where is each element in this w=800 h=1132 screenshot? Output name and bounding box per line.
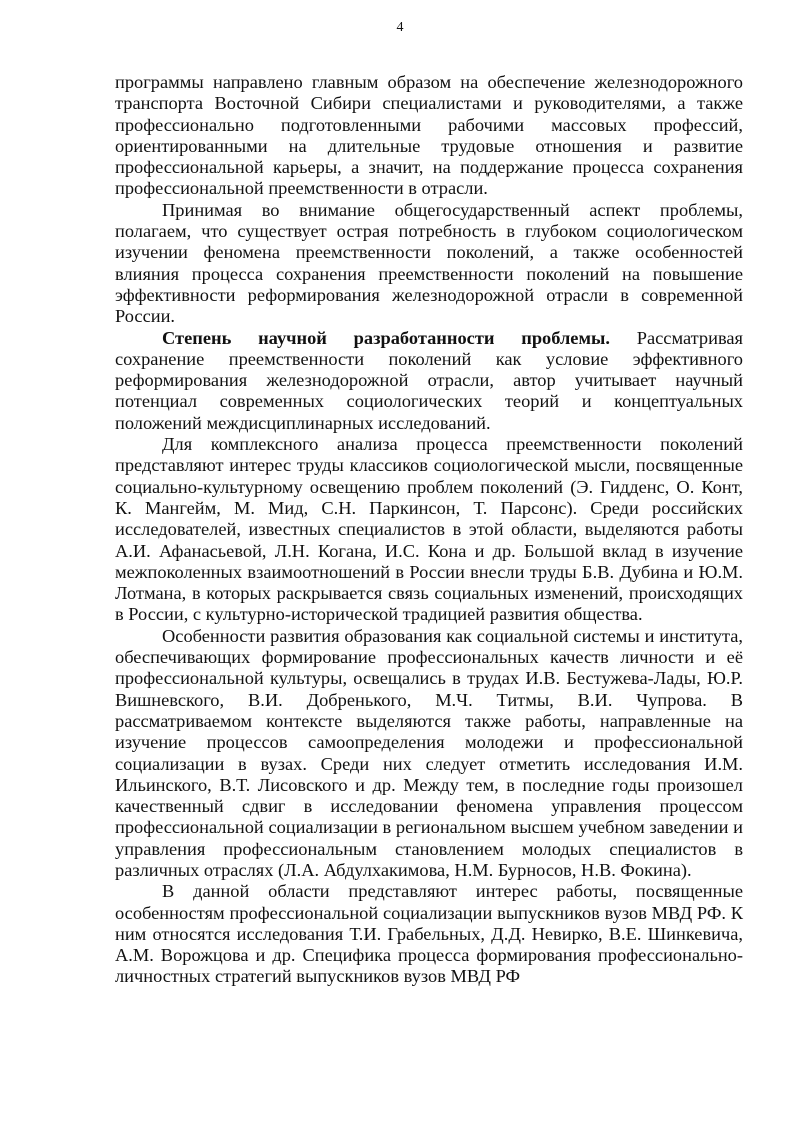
page-number: 4 xyxy=(396,20,404,35)
section-heading: Степень научной разработанности проблемы. xyxy=(162,327,610,348)
paragraph-with-heading xyxy=(115,328,743,434)
body-text xyxy=(115,72,743,988)
paragraph: Принимая во внимание общегосударственный аспект проблемы, полагаем, что существует острая потребность в глубоком социологическом изучении феномена преемственности поколений, а также особенностей влияния процесса сохранения преемственности поколений на повышение эффективности реформирования железнодорожной отрасли в современной России. xyxy=(115,199,743,327)
paragraph: Особенности развития образования как социальной системы и института, обеспечивающих формирование профессиональных качеств личности и её профессиональной культуры, освещались в трудах И.В. Бестужева-Лады, Ю.Р. Вишневского, В.И. Добренького, М.Ч. Титмы, В.И. Чупрова. В рассматриваемом контексте выделяются также работы, направленные на изучение процессов самоопределения молодежи и профессиональной социализации в вузах. Среди них следует отметить исследования И.М. Ильинского, В.Т. Лисовского и др. Между тем, в последние годы произошел качественный сдвиг в исследовании феномена управления процессом профессиональной социализации в региональном высшем учебном заведении и управления профессиональным становлением молодых специалистов в различных отраслях (Л.А. Абдулхакимова, Н.М. Бурносов, Н.В. Фокина). xyxy=(115,625,743,880)
paragraph: Для комплексного анализа процесса преемственности поколений представляют интерес труды классиков социологической мысли, посвященные социально-культурному освещению проблем поколений (Э. Гидденс, О. Конт, К. Мангейм, М. Мид, С.Н. Паркинсон, Т. Парсонс). Среди российских исследователей, известных специалистов в этой области, выделяются работы А.И. Афанасьевой, Л.Н. Когана, И.С. Кона и др. Большой вклад в изучение межпоколенных взаимоотношений в России внесли труды Б.В. Дубина и Ю.М. Лотмана, в которых раскрывается связь социальных изменений, происходящих в России, с культурно-исторической традицией развития общества. xyxy=(115,434,743,625)
paragraph-continuation: программы направлено главным образом на обеспечение железнодорожного транспорта Восточной Сибири специалистами и руководителями, а также профессионально подготовленными рабочими массовых профессий, ориентированными на длительные трудовые отношения и развитие профессиональной карьеры, а значит, на поддержание процесса сохранения профессиональной преемственности в отрасли. xyxy=(115,72,743,199)
paragraph: В данной области представляют интерес работы, посвященные особенностям профессиональной социализации выпускников вузов МВД РФ. К ним относятся исследования Т.И. Грабельных, Д.Д. Невирко, В.Е. Шинкевича, А.М. Ворожцова и др. Специфика процесса формирования профессионально-личностных стратегий выпускников вузов МВД РФ xyxy=(115,881,743,987)
paragraph-text: Рассматривая сохранение преемственности поколений как условие эффективного реформирования железнодорожной отрасли, автор учитывает научный потенциал современных социологических теорий и концептуальных положений междисциплинарных исследований. xyxy=(115,327,744,433)
